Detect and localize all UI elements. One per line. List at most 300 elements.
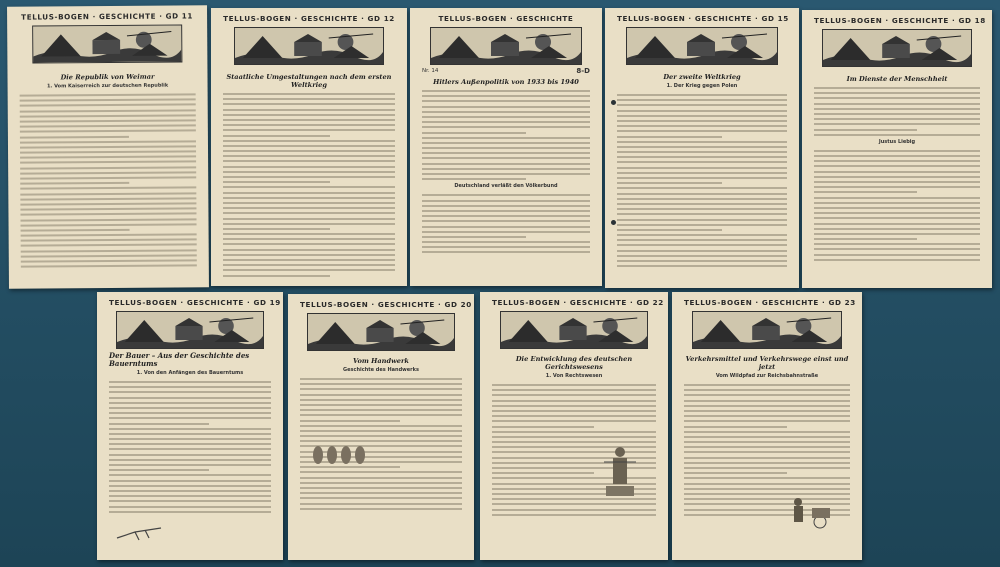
booklet-gd20[interactable] <box>288 294 474 560</box>
text-line <box>617 120 787 122</box>
engraving-art <box>235 28 383 64</box>
text-line <box>300 471 462 473</box>
text-line <box>21 254 197 257</box>
text-line <box>223 150 395 152</box>
engraving-art <box>693 312 841 348</box>
text-line <box>617 115 787 117</box>
text-line <box>617 213 787 215</box>
text-line <box>21 244 197 247</box>
text-line <box>422 246 590 248</box>
text-line <box>20 156 196 159</box>
booklet-gd11[interactable] <box>7 5 209 288</box>
text-line <box>422 126 590 128</box>
text-line <box>684 410 850 412</box>
sheet-number-row <box>422 67 590 75</box>
text-line <box>422 152 590 154</box>
sheet-title: Die Entwicklung des deutschen Gerichtswesens <box>515 355 633 371</box>
text-line <box>814 97 980 99</box>
text-line <box>223 171 395 173</box>
text-line <box>20 197 196 200</box>
text-line <box>20 176 196 179</box>
series-header: TELLUS-BOGEN · GESCHICHTE · GD 18 <box>814 16 986 25</box>
text-line <box>20 171 196 174</box>
text-line <box>20 104 196 107</box>
text-line <box>20 150 196 153</box>
text-line <box>617 229 722 231</box>
text-line <box>300 388 462 390</box>
text-line <box>422 200 590 202</box>
text-line <box>617 224 787 226</box>
text-line <box>300 492 462 494</box>
text-line <box>814 223 980 225</box>
text-line <box>617 177 787 179</box>
text-line <box>814 228 980 230</box>
text-line <box>300 383 462 385</box>
text-line <box>492 384 656 386</box>
series-header: TELLUS-BOGEN · GESCHICHTE · GD 15 <box>617 14 789 23</box>
engraving-art <box>627 28 777 64</box>
sheet-title: Im Dienste der Menschheit <box>846 75 948 83</box>
text-line <box>21 229 130 232</box>
header-illustration <box>430 27 582 65</box>
text-line <box>492 431 656 433</box>
text-line <box>617 99 787 101</box>
body-text <box>617 94 787 267</box>
text-line <box>109 386 271 388</box>
text-line <box>109 412 271 414</box>
text-line <box>617 110 787 112</box>
text-line <box>109 469 209 471</box>
text-line <box>617 255 787 257</box>
text-line <box>814 233 980 235</box>
text-line <box>223 145 395 147</box>
text-line <box>617 244 787 246</box>
text-line <box>422 220 590 222</box>
text-line <box>422 142 590 144</box>
text-line <box>300 487 462 489</box>
text-line <box>492 410 656 412</box>
punch-hole <box>611 220 616 225</box>
text-line <box>422 90 590 92</box>
text-line <box>422 147 590 149</box>
text-line <box>223 249 395 251</box>
text-line <box>109 511 271 513</box>
text-line <box>300 482 462 484</box>
text-line <box>814 129 917 131</box>
text-line <box>223 135 330 137</box>
booklet-nr14[interactable] <box>410 8 602 286</box>
text-line <box>20 161 196 164</box>
text-line <box>223 124 395 126</box>
text-line <box>223 212 395 214</box>
text-line <box>814 259 980 261</box>
header-illustration <box>500 311 648 349</box>
text-line <box>300 420 400 422</box>
text-line <box>109 433 271 435</box>
text-line <box>109 423 209 425</box>
punch-hole <box>611 100 616 105</box>
body-text <box>814 87 980 136</box>
text-line <box>223 264 395 266</box>
text-line <box>617 104 787 106</box>
text-line <box>814 165 980 167</box>
text-line <box>300 430 462 432</box>
text-line <box>617 198 787 200</box>
text-line <box>223 207 395 209</box>
text-line <box>223 155 395 157</box>
text-line <box>223 238 395 240</box>
text-line <box>492 509 656 511</box>
text-line <box>814 202 980 204</box>
text-line <box>684 400 850 402</box>
booklet-gd12[interactable] <box>211 8 407 286</box>
text-line <box>684 405 850 407</box>
text-line <box>109 391 271 393</box>
series-header: TELLUS-BOGEN · GESCHICHTE · GD 11 <box>21 11 194 22</box>
sheet-subtitle: Justus Liebig <box>878 138 916 145</box>
text-line <box>422 168 590 170</box>
text-line <box>20 99 196 102</box>
text-line <box>20 213 196 216</box>
engraving-art <box>117 312 263 348</box>
text-line <box>492 389 656 391</box>
text-line <box>422 236 526 238</box>
series-header: TELLUS-BOGEN · GESCHICHTE · GD 23 <box>684 298 856 307</box>
text-line <box>223 243 395 245</box>
text-line <box>109 459 271 461</box>
text-line <box>109 474 271 476</box>
text-line <box>617 172 787 174</box>
text-line <box>617 239 787 241</box>
engraving-art <box>501 312 647 348</box>
text-line <box>684 394 850 396</box>
text-line <box>422 205 590 207</box>
header-illustration <box>234 27 384 65</box>
text-line <box>684 446 850 448</box>
text-line <box>492 405 656 407</box>
text-line <box>617 187 787 189</box>
text-line <box>300 394 462 396</box>
sheet-title: Hitlers Außenpolitik von 1933 bis 1940 <box>433 78 579 86</box>
text-line <box>20 187 196 190</box>
text-line <box>223 160 395 162</box>
traveler-illustration <box>784 492 840 530</box>
text-line <box>109 428 271 430</box>
text-line <box>814 150 980 152</box>
text-line <box>223 166 395 168</box>
header-illustration <box>822 29 972 67</box>
text-line <box>109 381 271 383</box>
text-line <box>617 203 787 205</box>
text-line <box>223 218 395 220</box>
text-line <box>617 208 787 210</box>
text-line <box>617 146 787 148</box>
text-line <box>21 233 197 236</box>
text-line <box>814 186 980 188</box>
text-line <box>492 415 656 417</box>
text-line <box>422 173 590 175</box>
text-line <box>300 409 462 411</box>
text-line <box>617 167 787 169</box>
text-line <box>300 508 462 510</box>
body-text-2 <box>422 194 590 253</box>
sheet-subtitle: 1. Der Krieg gegen Polen <box>666 83 738 89</box>
text-line <box>109 480 271 482</box>
text-line <box>20 166 196 169</box>
text-line <box>617 130 787 132</box>
text-line <box>684 426 787 428</box>
text-line <box>492 394 656 396</box>
booklet-gd18[interactable] <box>802 10 992 288</box>
text-line <box>223 103 395 105</box>
engraving-art <box>431 28 581 64</box>
text-line <box>684 457 850 459</box>
text-line <box>814 191 917 193</box>
text-line <box>21 239 197 242</box>
text-line <box>422 116 590 118</box>
text-line <box>20 130 196 133</box>
text-line <box>223 114 395 116</box>
text-line <box>814 217 980 219</box>
text-line <box>814 103 980 105</box>
text-line <box>109 490 271 492</box>
header-illustration <box>692 311 842 349</box>
text-line <box>617 136 722 138</box>
text-line <box>300 497 462 499</box>
header-illustration <box>626 27 778 65</box>
body-text-2 <box>814 150 980 261</box>
sheet-title: Der Bauer – Aus der Geschichte des Bauerntums <box>109 351 250 368</box>
series-header: TELLUS-BOGEN · GESCHICHTE · GD 19 <box>109 298 281 307</box>
text-line <box>617 141 787 143</box>
series-header: TELLUS-BOGEN · GESCHICHTE <box>438 14 574 23</box>
booklet-gd23[interactable] <box>672 292 862 560</box>
text-line <box>422 95 590 97</box>
text-line <box>684 384 850 386</box>
text-line <box>422 163 590 165</box>
text-line <box>109 464 271 466</box>
text-line <box>492 426 594 428</box>
text-line <box>684 436 850 438</box>
text-line <box>21 223 197 226</box>
text-line <box>684 415 850 417</box>
text-line <box>814 155 980 157</box>
text-line <box>300 399 462 401</box>
text-line <box>422 106 590 108</box>
text-line <box>617 234 787 236</box>
text-line <box>814 92 980 94</box>
text-line <box>684 389 850 391</box>
text-line <box>684 462 850 464</box>
body-text <box>223 93 395 277</box>
text-line <box>300 466 400 468</box>
text-line <box>109 407 271 409</box>
text-line <box>492 514 656 516</box>
header-illustration <box>116 311 264 349</box>
text-line <box>684 420 850 422</box>
text-line <box>109 448 271 450</box>
text-line <box>422 251 590 253</box>
text-line <box>223 119 395 121</box>
text-line <box>300 503 462 505</box>
text-line <box>223 275 330 277</box>
text-line <box>109 506 271 508</box>
text-line <box>21 265 197 268</box>
text-line <box>223 202 395 204</box>
text-line <box>814 160 980 162</box>
text-line <box>20 125 196 128</box>
sheet-subtitle: Deutschland verläßt den Völkerbund <box>454 183 558 190</box>
text-line <box>422 157 590 159</box>
plow-illustration <box>115 524 165 542</box>
text-line <box>814 176 980 178</box>
sheet-title: Die Republik von Weimar <box>60 72 155 82</box>
header-illustration <box>307 313 455 351</box>
text-line <box>814 243 980 245</box>
text-line <box>684 483 850 485</box>
text-line <box>223 197 395 199</box>
text-line <box>617 151 787 153</box>
text-line <box>492 503 656 505</box>
text-line <box>223 254 395 256</box>
text-line <box>814 248 980 250</box>
text-line <box>684 467 850 469</box>
text-line <box>300 425 462 427</box>
justice-illustration <box>598 442 642 500</box>
sheet-title: Staatliche Umgestaltungen nach dem ersten Weltkrieg <box>226 73 392 89</box>
text-line <box>814 171 980 173</box>
text-line <box>422 194 590 196</box>
text-line <box>684 488 850 490</box>
body-text <box>20 93 197 267</box>
text-line <box>617 219 787 221</box>
text-line <box>814 197 980 199</box>
text-line <box>20 182 129 185</box>
text-line <box>422 241 590 243</box>
text-line <box>814 181 980 183</box>
booklet-gd19[interactable] <box>97 292 283 560</box>
body-text <box>109 381 271 513</box>
text-line <box>223 269 395 271</box>
text-line <box>109 454 271 456</box>
text-line <box>300 404 462 406</box>
text-line <box>20 208 196 211</box>
text-line <box>223 186 395 188</box>
text-line <box>814 123 980 125</box>
text-line <box>422 100 590 102</box>
text-line <box>422 231 590 233</box>
text-line <box>109 402 271 404</box>
text-line <box>814 238 917 240</box>
text-line <box>223 140 395 142</box>
text-line <box>492 472 594 474</box>
sheet-subtitle: Geschichte des Handwerks <box>343 367 419 373</box>
text-line <box>617 156 787 158</box>
text-line <box>20 114 196 117</box>
text-line <box>814 113 980 115</box>
text-line <box>109 443 271 445</box>
text-line <box>20 109 196 112</box>
sheet-number: Nr. 14 <box>422 68 439 74</box>
text-line <box>617 161 787 163</box>
text-line <box>109 397 271 399</box>
sheet-code: 8-D <box>576 67 590 75</box>
text-line <box>422 137 590 139</box>
text-line <box>223 181 330 183</box>
series-header: TELLUS-BOGEN · GESCHICHTE · GD 20 <box>300 300 472 309</box>
text-line <box>814 134 980 136</box>
text-line <box>20 202 196 205</box>
text-line <box>109 495 271 497</box>
engraving-art <box>823 30 971 66</box>
text-line <box>20 192 196 195</box>
text-line <box>223 98 395 100</box>
text-line <box>814 254 980 256</box>
text-line <box>684 477 850 479</box>
text-line <box>223 129 395 131</box>
text-line <box>814 212 980 214</box>
text-line <box>422 132 526 134</box>
text-line <box>109 438 271 440</box>
body-text <box>422 90 590 180</box>
text-line <box>300 435 462 437</box>
sheet-title: Vom Handwerk <box>352 357 409 365</box>
engraving-art <box>308 314 454 350</box>
text-line <box>422 178 526 180</box>
text-line <box>617 265 787 267</box>
text-line <box>617 193 787 195</box>
text-line <box>684 451 850 453</box>
sheet-title: Verkehrsmittel und Verkehrswege einst und jetzt <box>685 355 849 371</box>
text-line <box>109 417 271 419</box>
text-line <box>617 125 787 127</box>
text-line <box>109 485 271 487</box>
text-line <box>422 226 590 228</box>
text-line <box>223 223 395 225</box>
text-line <box>223 176 395 178</box>
text-line <box>20 140 196 143</box>
sheet-subtitle: 1. Von den Anfängen des Bauerntums <box>136 370 244 376</box>
text-line <box>617 182 722 184</box>
text-line <box>20 145 196 148</box>
text-line <box>21 249 197 252</box>
text-line <box>21 218 197 221</box>
text-line <box>300 477 462 479</box>
text-line <box>684 441 850 443</box>
text-line <box>422 121 590 123</box>
text-line <box>223 228 330 230</box>
engraving-art <box>33 25 181 62</box>
text-line <box>684 431 850 433</box>
text-line <box>492 400 656 402</box>
text-line <box>223 93 395 95</box>
sheet-title: Der zweite Weltkrieg <box>663 73 741 81</box>
text-line <box>300 440 462 442</box>
text-line <box>20 93 196 96</box>
text-line <box>814 207 980 209</box>
sheet-subtitle: 1. Von Rechtswesen <box>545 373 603 379</box>
sheet-subtitle: Vom Wildpfad zur Reichsbahnstraße <box>715 373 819 379</box>
tools-illustration <box>310 444 370 466</box>
text-line <box>422 215 590 217</box>
header-illustration <box>32 24 182 63</box>
text-line <box>684 472 787 474</box>
booklet-gd22[interactable] <box>480 292 668 560</box>
text-line <box>223 109 395 111</box>
text-line <box>21 259 197 262</box>
text-line <box>20 119 196 122</box>
booklet-gd15[interactable] <box>605 8 799 288</box>
